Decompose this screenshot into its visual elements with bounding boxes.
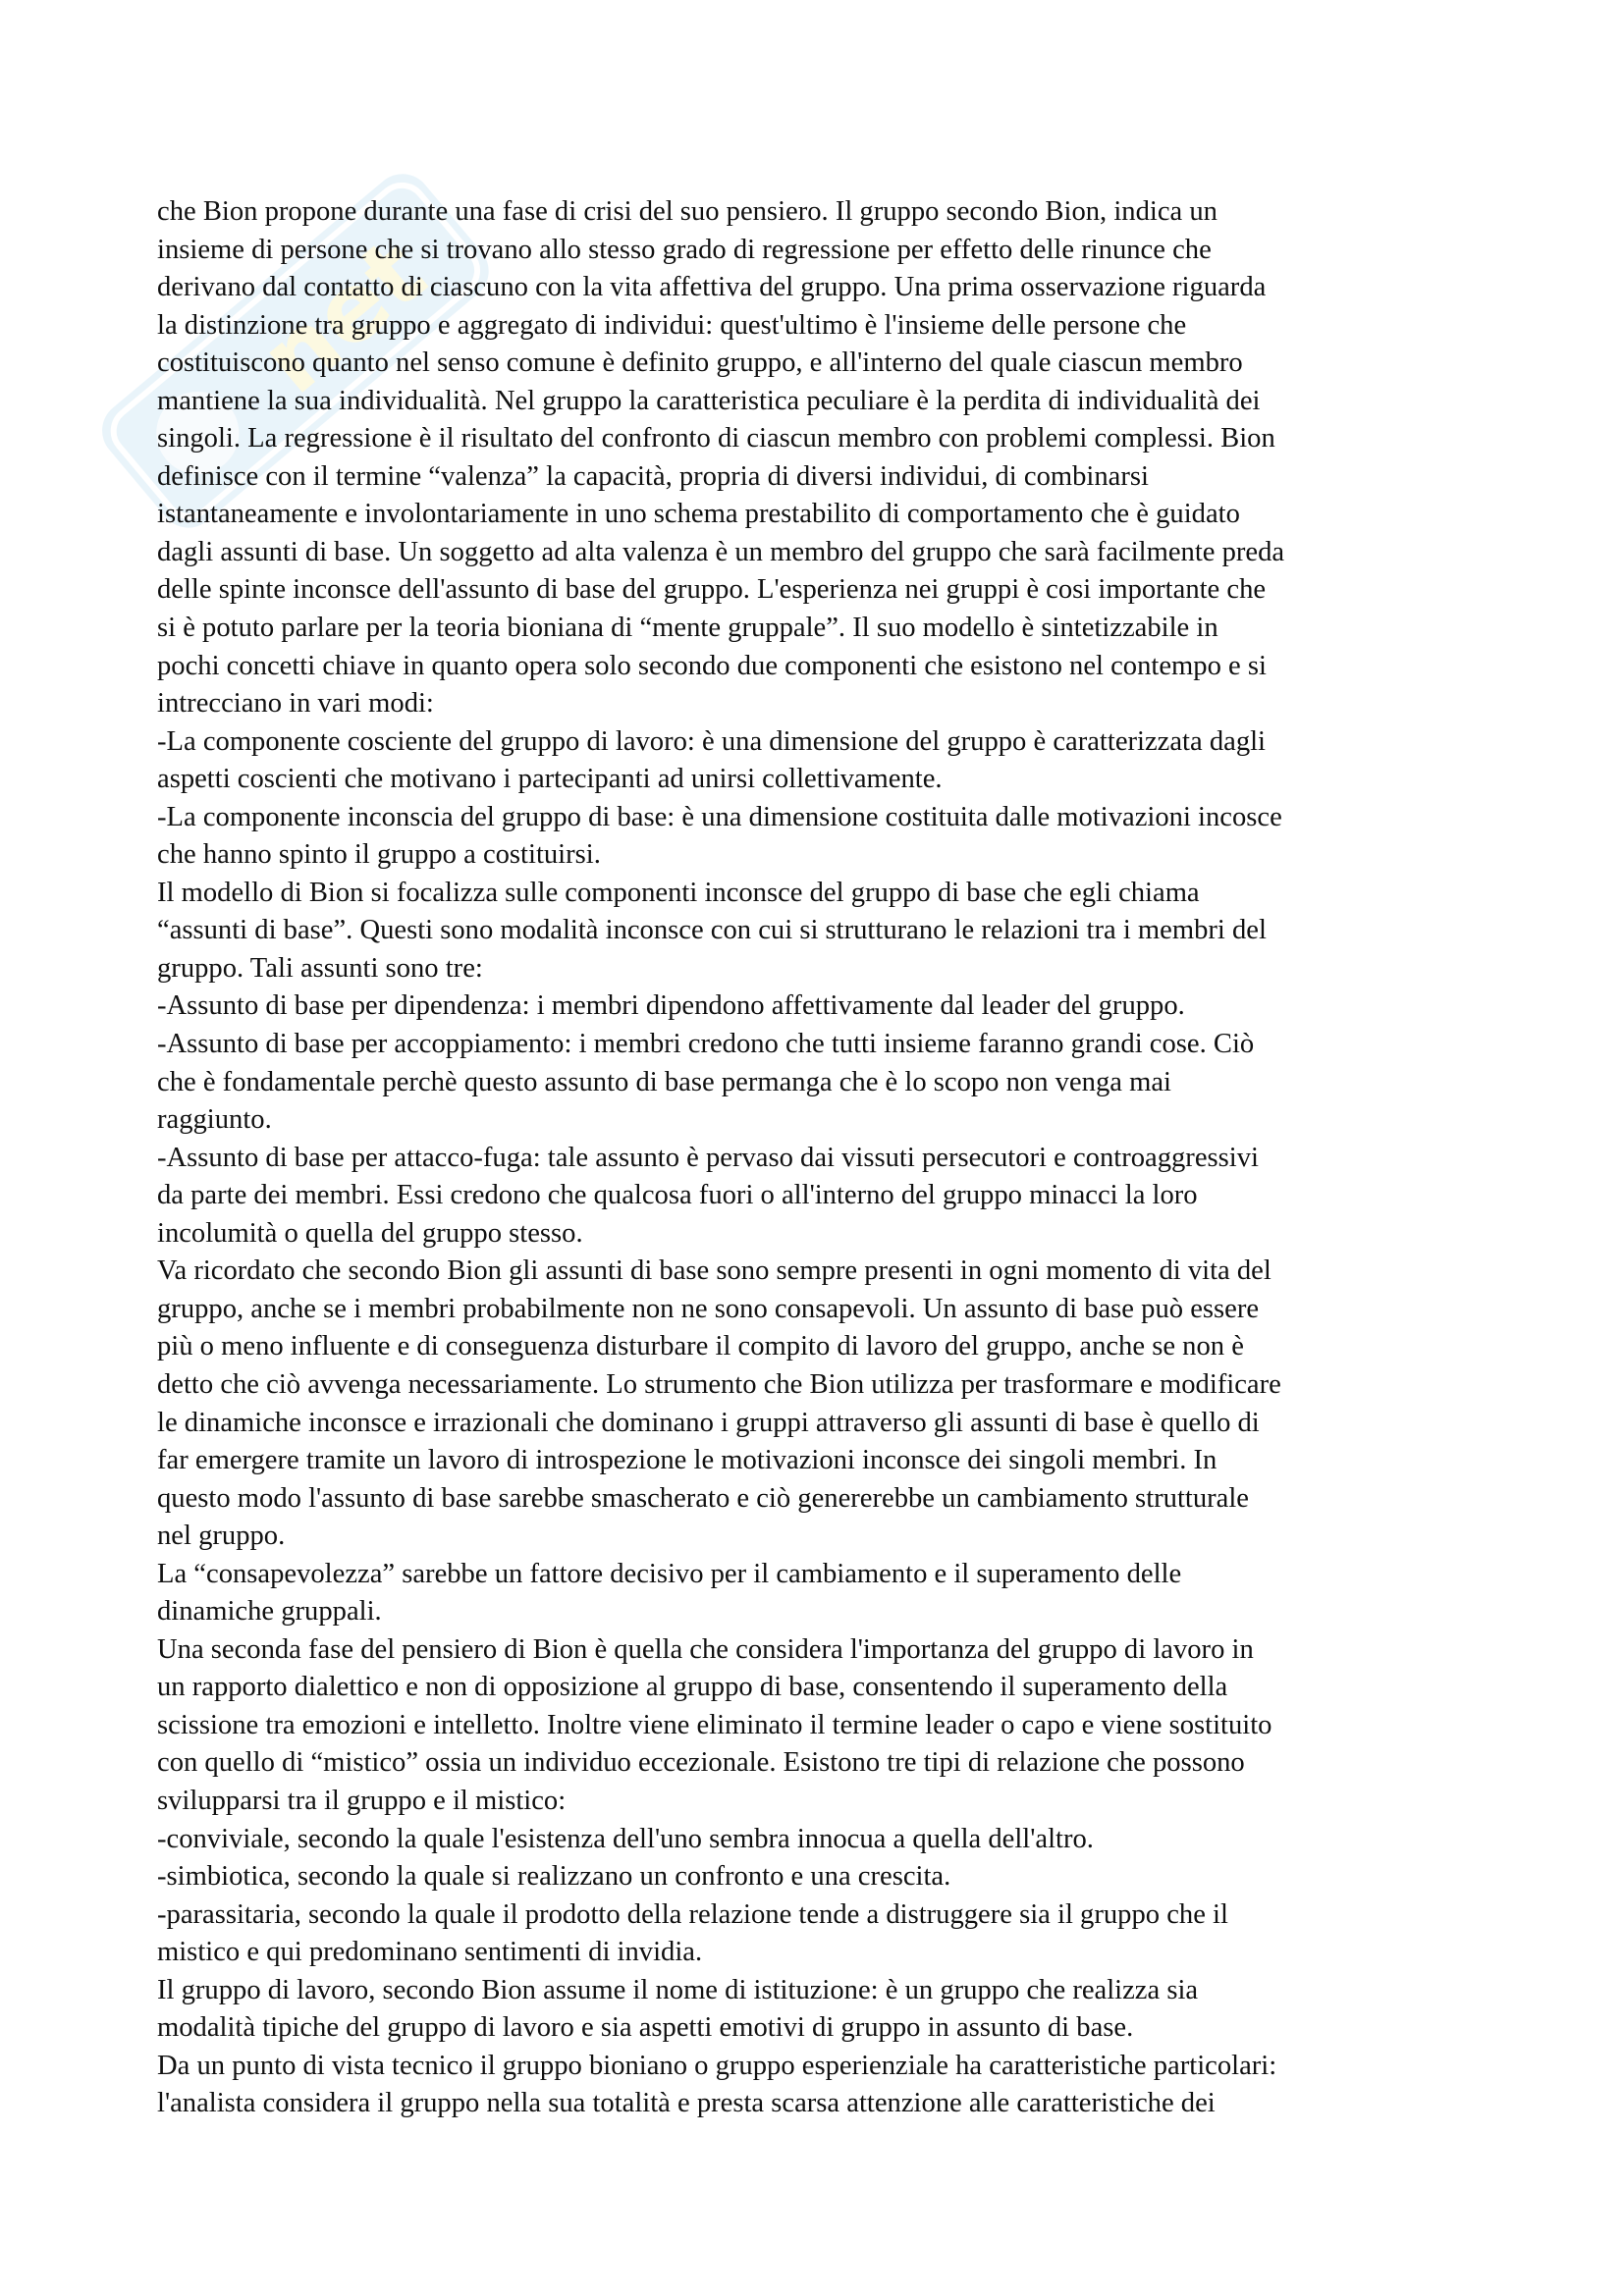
- text-line: -Assunto di base per accoppiamento: i membri credono che tutti insieme faranno grandi cose. Ciò: [157, 1029, 1255, 1060]
- text-line: Il modello di Bion si focalizza sulle componenti inconsce del gruppo di base che egli chiama: [157, 877, 1200, 908]
- text-line: da parte dei membri. Essi credono che qualcosa fuori o all'interno del gruppo minacci la loro: [157, 1180, 1198, 1211]
- text-line: -conviviale, secondo la quale l'esistenza dell'uno sembra innocua a quella dell'altro.: [157, 1823, 1094, 1854]
- text-line: che hanno spinto il gruppo a costituirsi.: [157, 839, 601, 871]
- text-line: singoli. La regressione è il risultato del confronto di ciascun membro con problemi complessi. Bion: [157, 423, 1275, 454]
- text-line: -La componente inconscia del gruppo di base: è una dimensione costituita dalle motivazioni incosce: [157, 801, 1282, 832]
- text-line: insieme di persone che si trovano allo stesso grado di regressione per effetto delle rinunce che: [157, 234, 1212, 265]
- text-line: si è potuto parlare per la teoria bioniana di “mente gruppale”. Il suo modello è sintetizzabile in: [157, 613, 1218, 644]
- text-line: istantaneamente e involontariamente in uno schema prestabilito di comportamento che è guidato: [157, 499, 1240, 530]
- text-line: -simbiotica, secondo la quale si realizzano un confronto e una crescita.: [157, 1861, 951, 1893]
- text-line: detto che ciò avvenga necessariamente. Lo strumento che Bion utilizza per trasformare e modificare: [157, 1368, 1281, 1400]
- text-line: definisce con il termine “valenza” la capacità, propria di diversi individui, di combinarsi: [157, 460, 1149, 492]
- text-line: le dinamiche inconsce e irrazionali che dominano i gruppi attraverso gli assunti di base è quello di: [157, 1407, 1260, 1438]
- text-line: Una seconda fase del pensiero di Bion è quella che considera l'importanza del gruppo di lavoro in: [157, 1633, 1254, 1665]
- text-line: l'analista considera il gruppo nella sua totalità e presta scarsa attenzione alle caratteristiche dei: [157, 2088, 1216, 2119]
- text-line: -Assunto di base per attacco-fuga: tale assunto è pervaso dai vissuti persecutori e controaggressivi: [157, 1142, 1259, 1173]
- text-line: la distinzione tra gruppo e aggregato di individui: quest'ultimo è l'insieme delle persone che: [157, 309, 1187, 341]
- text-line: -parassitaria, secondo la quale il prodotto della relazione tende a distruggere sia il gruppo che il: [157, 1898, 1228, 1930]
- watermark-text: net: [240, 217, 447, 415]
- text-line: far emergere tramite un lavoro di introspezione le motivazioni inconsce dei singoli membri. In: [157, 1445, 1217, 1476]
- text-line: che è fondamentale perchè questo assunto di base permanga che è lo scopo non venga mai: [157, 1066, 1171, 1097]
- text-line: gruppo. Tali assunti sono tre:: [157, 952, 483, 984]
- text-line: modalità tipiche del gruppo di lavoro e sia aspetti emotivi di gruppo in assunto di base.: [157, 2012, 1134, 2044]
- text-line: pochi concetti chiave in quanto opera solo secondo due componenti che esistono nel contempo e si: [157, 650, 1267, 681]
- text-line: Il gruppo di lavoro, secondo Bion assume il nome di istituzione: è un gruppo che realizza sia: [157, 1974, 1199, 2005]
- text-line: nel gruppo.: [157, 1521, 286, 1552]
- body-text: [157, 193, 1492, 2123]
- text-line: scissione tra emozioni e intelletto. Inoltre viene eliminato il termine leader o capo e viene sostituito: [157, 1709, 1272, 1740]
- text-line: un rapporto dialettico e non di opposizione al gruppo di base, consentendo il superamento della: [157, 1672, 1228, 1703]
- text-line: dinamiche gruppali.: [157, 1596, 382, 1628]
- text-line: con quello di “mistico” ossia un individuo eccezionale. Esistono tre tipi di relazione che possono: [157, 1747, 1245, 1779]
- text-line: mistico e qui predominano sentimenti di invidia.: [157, 1937, 703, 1968]
- text-line: costituiscono quanto nel senso comune è definito gruppo, e all'interno del quale ciascun membro: [157, 347, 1243, 379]
- text-line: questo modo l'assunto di base sarebbe smascherato e ciò genererebbe un cambiamento strutturale: [157, 1482, 1249, 1514]
- text-line: -La componente cosciente del gruppo di lavoro: è una dimensione del gruppo è caratterizzata dagli: [157, 725, 1267, 757]
- text-line: svilupparsi tra il gruppo e il mistico:: [157, 1785, 567, 1816]
- text-line: intrecciano in vari modi:: [157, 688, 434, 720]
- text-line: mantiene la sua individualità. Nel gruppo la caratteristica peculiare è la perdita di individualità dei: [157, 385, 1261, 416]
- text-line: “assunti di base”. Questi sono modalità inconsce con cui si strutturano le relazioni tra i membri del: [157, 915, 1267, 946]
- text-line: dagli assunti di base. Un soggetto ad alta valenza è un membro del gruppo che sarà facilmente preda: [157, 536, 1285, 567]
- text-line: Da un punto di vista tecnico il gruppo bioniano o gruppo esperienziale ha caratteristiche particolari:: [157, 2050, 1277, 2081]
- text-line: derivano dal contatto di ciascuno con la vita affettiva del gruppo. Una prima osservazione riguarda: [157, 272, 1267, 303]
- text-line: raggiunto.: [157, 1104, 272, 1136]
- text-line: Va ricordato che secondo Bion gli assunti di base sono sempre presenti in ogni momento di vita del: [157, 1255, 1271, 1287]
- text-line: che Bion propone durante una fase di crisi del suo pensiero. Il gruppo secondo Bion, indica un: [157, 196, 1217, 227]
- text-line: -Assunto di base per dipendenza: i membri dipendono affettivamente dal leader del gruppo.: [157, 990, 1185, 1022]
- text-line: più o meno influente e di conseguenza disturbare il compito di lavoro del gruppo, anche se non è: [157, 1331, 1244, 1362]
- text-line: La “consapevolezza” sarebbe un fattore decisivo per il cambiamento e il superamento delle: [157, 1558, 1182, 1589]
- text-line: incolumità o quella del gruppo stesso.: [157, 1217, 583, 1249]
- text-line: aspetti coscienti che motivano i partecipanti ad unirsi collettivamente.: [157, 764, 943, 795]
- text-line: gruppo, anche se i membri probabilmente non ne sono consapevoli. Un assunto di base può essere: [157, 1293, 1260, 1324]
- text-line: delle spinte inconsce dell'assunto di base del gruppo. L'esperienza nei gruppi è cosi importante che: [157, 574, 1267, 606]
